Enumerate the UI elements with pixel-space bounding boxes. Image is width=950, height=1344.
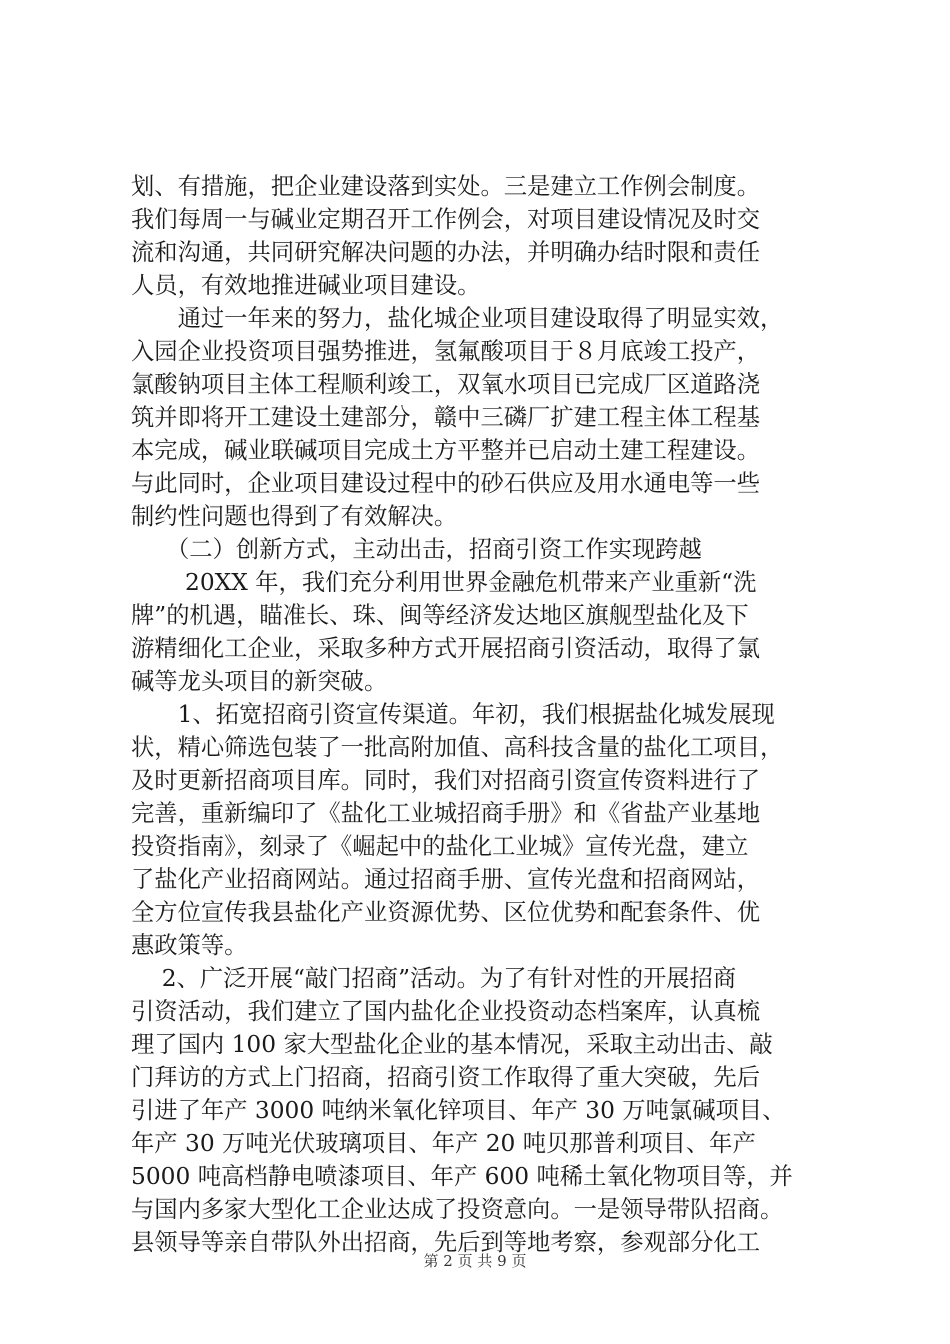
text-line: 5000 吨高档静电喷漆项目、年产 600 吨稀土氧化物项目等，并	[131, 1163, 793, 1190]
text-line: 状，精心筛选包装了一批高附加值、高科技含量的盐化工项目，	[131, 734, 784, 761]
text-line: 1、拓宽招商引资宣传渠道。年初，我们根据盐化城发展现	[131, 701, 775, 728]
text-line: 2、广泛开展“敲门招商”活动。为了有针对性的开展招商	[131, 965, 737, 992]
text-line: 筑并即将开工建设土建部分，赣中三磷厂扩建工程主体工程基	[131, 404, 761, 431]
text-line: 了盐化产业招商网站。通过招商手册、宣传光盘和招商网站，	[131, 866, 761, 893]
text-line: 流和沟通，共同研究解决问题的办法，并明确办结时限和责任	[131, 239, 761, 266]
text-line: 与国内多家大型化工企业达成了投资意向。一是领导带队招商。	[131, 1196, 784, 1223]
body-text	[131, 170, 831, 1259]
text-line: 引资活动，我们建立了国内盐化企业投资动态档案库，认真梳	[131, 998, 761, 1025]
text-line: 引进了年产 3000 吨纳米氧化锌项目、年产 30 万吨氯碱项目、	[131, 1097, 786, 1124]
text-line: 及时更新招商项目库。同时，我们对招商引资宣传资料进行了	[131, 767, 761, 794]
text-line: 全方位宣传我县盐化产业资源优势、区位优势和配套条件、优	[131, 899, 761, 926]
text-line: 完善，重新编印了《盐化工业城招商手册》和《省盐产业基地	[131, 800, 761, 827]
text-line: 划、有措施，把企业建设落到实处。三是建立工作例会制度。	[131, 173, 761, 200]
text-line: 20XX 年，我们充分利用世界金融危机带来产业重新“洗	[131, 569, 757, 596]
text-line: 游精细化工企业，采取多种方式开展招商引资活动，取得了氯	[131, 635, 761, 662]
text-line: 制约性问题也得到了有效解决。	[131, 503, 458, 530]
text-line: 本完成，碱业联碱项目完成土方平整并已启动土建工程建设。	[131, 437, 761, 464]
text-line: 县领导等亲自带队外出招商，先后到等地考察，参观部分化工	[131, 1229, 761, 1256]
text-line: 与此同时，企业项目建设过程中的砂石供应及用水通电等一些	[131, 470, 761, 497]
text-line: 人员，有效地推进碱业项目建设。	[131, 272, 481, 299]
text-line: 通过一年来的努力，盐化城企业项目建设取得了明显实效，	[131, 305, 784, 332]
text-line: 理了国内 100 家大型盐化企业的基本情况，采取主动出击、敲	[131, 1031, 773, 1058]
text-line: 年产 30 万吨光伏玻璃项目、年产 20 吨贝那普利项目、年产	[131, 1130, 756, 1157]
text-line: 碱等龙头项目的新突破。	[131, 668, 388, 695]
text-line: 惠政策等。	[131, 932, 248, 959]
page-footer: 第 2 页 共 9 页	[423, 1252, 527, 1270]
text-line: 我们每周一与碱业定期召开工作例会，对项目建设情况及时交	[131, 206, 761, 233]
text-line: （二）创新方式，主动出击，招商引资工作实现跨越	[131, 536, 702, 563]
text-line: 牌”的机遇，瞄准长、珠、闽等经济发达地区旗舰型盐化及下	[131, 602, 749, 629]
text-line: 门拜访的方式上门招商，招商引资工作取得了重大突破，先后	[131, 1064, 761, 1091]
text-line: 投资指南》，刻录了《崛起中的盐化工业城》宣传光盘，建立	[131, 833, 749, 860]
text-line: 氯酸钠项目主体工程顺利竣工，双氧水项目已完成厂区道路浇	[131, 371, 761, 398]
text-line: 入园企业投资项目强势推进，氢氟酸项目于８月底竣工投产，	[131, 338, 761, 365]
